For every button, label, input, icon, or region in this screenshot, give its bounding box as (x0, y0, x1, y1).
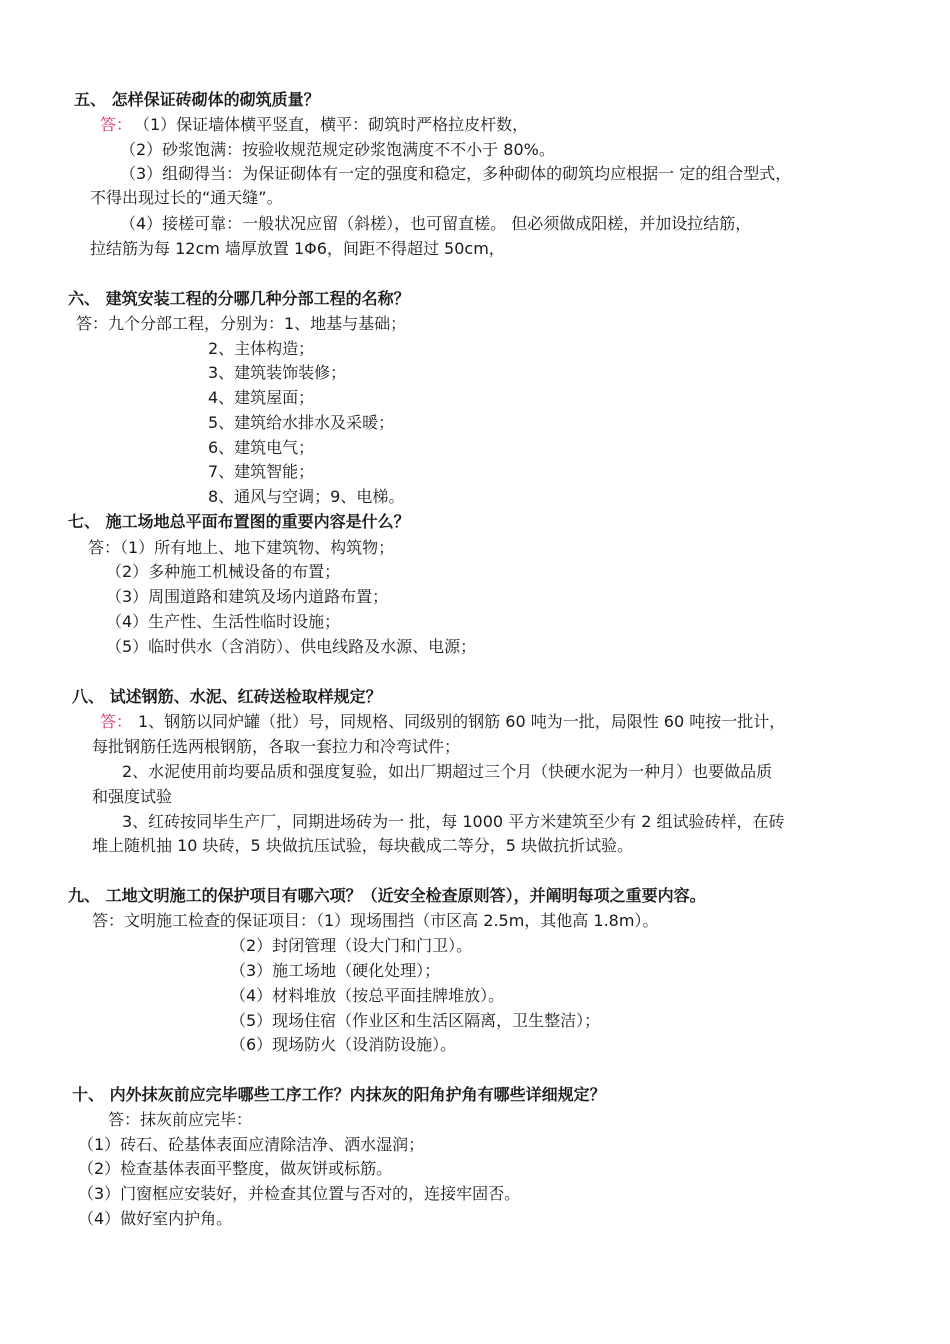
answer-10-line-1: 答：抹灰前应完毕： (108, 1110, 253, 1129)
answer-8-line-2: 每批钢筋任选两根钢筋，各取一套拉力和冷弯试件； (92, 737, 461, 756)
answer-7-line-5: （5）临时供水（含消防）、供电线路及水源、电源； (106, 637, 477, 656)
answer-label-8: 答： (100, 712, 133, 731)
answer-label-5: 答： (100, 115, 133, 134)
answer-9-line-4: （4）材料堆放（按总平面挂牌堆放）。 (230, 986, 505, 1005)
answer-10-line-5: （4）做好室内护角。 (78, 1209, 233, 1228)
question-9: 九、 工地文明施工的保护项目有哪六项？（近安全检查原则答），并阐明每项之重要内容。 (68, 886, 706, 905)
question-6: 六、 建筑安装工程的分哪几种分部工程的名称？ (68, 289, 410, 308)
answer-5-line-5: （4）接槎可靠：一般状况应留（斜槎），也可留直槎。 但必须做成阳槎，并加设拉结筋， (120, 214, 752, 233)
answer-9-line-6: （6）现场防火（设消防设施）。 (230, 1035, 457, 1054)
answer-6-line-5: 5、建筑给水排水及采暖； (208, 413, 395, 432)
answer-6-line-1: 答：九个分部工程，分别为：1、地基与基础； (76, 314, 407, 333)
answer-5-line-3: （3）组砌得当：为保证砌体有一定的强度和稳定，多种砌体的砌筑均应根据一 定的组合型式， (120, 164, 792, 183)
answer-6-line-3: 3、建筑装饰装修； (208, 363, 347, 382)
answer-8-line-6: 堆上随机抽 10 块砖，5 块做抗压试验，每块截成二等分，5 块做抗折试验。 (92, 836, 634, 855)
answer-9-line-2: （2）封闭管理（设大门和门卫）。 (230, 936, 473, 955)
answer-7-line-2: （2）多种施工机械设备的布置； (106, 562, 341, 581)
question-10: 十、 内外抹灰前应完毕哪些工序工作？内抹灰的阳角护角有哪些详细规定？ (72, 1085, 606, 1104)
answer-8-line-3: 2、水泥使用前均要品质和强度复验，如出厂期超过三个月（快硬水泥为一种月）也要做品质 (122, 762, 773, 781)
answer-9-line-1: 答：文明施工检查的保证项目：（1）现场围挡（市区高 2.5m，其他高 1.8m）。 (92, 911, 659, 930)
answer-7-line-1: 答：（1）所有地上、地下建筑物、构筑物； (88, 538, 395, 557)
answer-6-line-6: 6、建筑电气； (208, 438, 315, 457)
answer-10-line-2: （1）砖石、砼基体表面应清除洁净、洒水湿润； (78, 1135, 425, 1154)
answer-8-line-4: 和强度试验 (92, 787, 173, 806)
answer-6-line-2: 2、主体构造； (208, 339, 315, 358)
answer-9-line-5: （5）现场住宿（作业区和生活区隔离，卫生整洁）； (230, 1011, 601, 1030)
answer-5-line-6: 拉结筋为每 12cm 墙厚放置 1Φ6，间距不得超过 50cm， (90, 239, 505, 258)
question-7: 七、 施工场地总平面布置图的重要内容是什么？ (68, 512, 410, 531)
answer-5-line-2: （2）砂浆饱满：按验收规范规定砂浆饱满度不不小于 80%。 (120, 140, 555, 159)
answer-8-line-5: 3、红砖按同毕生产厂，同期进场砖为一 批，每 1000 平方米建筑至少有 2 组试验砖样，在砖 (122, 812, 785, 831)
answer-6-line-8: 8、通风与空调；9、电梯。 (208, 487, 405, 506)
question-8: 八、 试述钢筋、水泥、红砖送检取样规定？ (72, 687, 382, 706)
answer-8-line-1: 1、钢筋以同炉罐（批）号，同规格、同级别的钢筋 60 吨为一批，局限性 60 吨按一批计， (138, 712, 786, 731)
answer-10-line-3: （2）检查基体表面平整度，做灰饼或标筋。 (78, 1159, 393, 1178)
answer-5-line-4: 不得出现过长的“通天缝”。 (90, 188, 283, 207)
answer-5-line-1: （1）保证墙体横平竖直，横平：砌筑时严格拉皮杆数， (134, 115, 529, 134)
answer-10-line-4: （3）门窗框应安装好，并检查其位置与否对的，连接牢固否。 (78, 1184, 521, 1203)
answer-7-line-3: （3）周围道路和建筑及场内道路布置； (106, 587, 389, 606)
question-5: 五、 怎样保证砖砌体的砌筑质量？ (74, 90, 320, 109)
answer-6-line-4: 4、建筑屋面； (208, 388, 315, 407)
answer-6-line-7: 7、建筑智能； (208, 462, 315, 481)
answer-9-line-3: （3）施工场地（硬化处理）； (230, 961, 441, 980)
answer-7-line-4: （4）生产性、生活性临时设施； (106, 612, 341, 631)
